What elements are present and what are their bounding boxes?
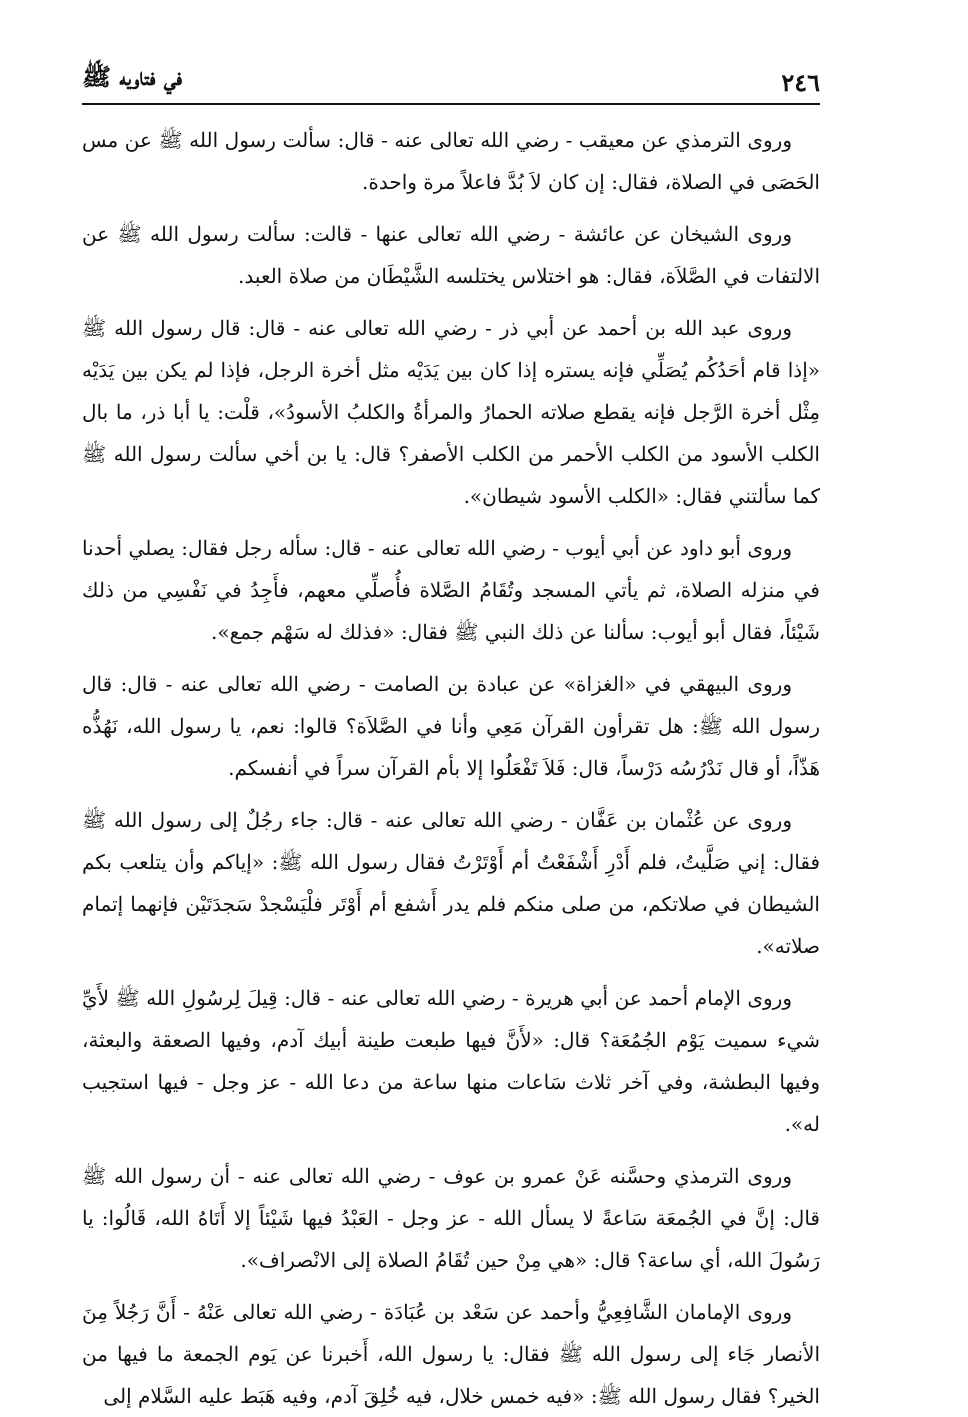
paragraph-8: وروى الترمذي وحسَّنه عَنْ عمرو بن عوف - رضي الله تعالى عنه - أن رسول الله ﷺ قال: إنَّ في الجُمعَة سَاعةً لا يسأل الله - عز وجل - العَبْدُ فيها شَيْئاً إلا أَتَاهُ الله، قَالُوا: يا رَسُولَ الله، أي ساعة؟ قال: «هي مِنْ حين تُقَامُ الصلاة إلى الانْصراف». [82,1164,820,1272]
paragraph-9: وروى الإمامان الشَّافِعِيُّ وأحمد عن سَعْد بن عُبَادَة - رضي الله تعالى عَنْهُ - أَنَّ رَجُلاً مِنَ الأنصار جَاء إلى رسول الله ﷺ فقال: يا رسول الله، أَخبرنا عن يَوم الجمعة ما فيها من الخير؟ فقال رسول الله ﷺ: «فيه خمس خلال، فيه خُلِقَ آدم، وفيه هَبَط عليه السَّلام إلى [82,1300,820,1408]
paragraph-3: وروى عبد الله بن أحمد عن أبي ذر - رضي الله تعالى عنه - قال: قال رسول الله ﷺ «إذا قام أحَدُكُم يُصَلِّي فإنه يستره إذا كان بين يَدَيْه مثل أخرة الرجل، فإذا لم يكن بين يَدَيْه مِثْل أخرة الرَّجل فإنه يقطع صلاته الحمارُ والمرأةُ والكلبُ الأسودُ»، قلْت: يا أبا ذر، ما بال الكلب الأسود من الكلب الأحمر من الكلب الأصفر؟ قال: يا بن أخي سألت رسول الله ﷺ كما سألتني فقال: «الكلب الأسود شيطان». [82,316,820,508]
paragraph-6: وروى عن عُثْمان بن عَفَّان - رضي الله تعالى عنه - قال: جاء رجُلٌ إلى رسول الله ﷺ فقال: إني صَلَّيتُ، فلم أَدْرِ أَشْفَعْتُ أم أَوْتَرْتُ فقال رسول الله ﷺ: «إياكم وأن يتلعب بكم الشيطان في صلاتكم، من صلى منكم فلم يدر أَشفع أم أَوْتَر فلْيَسْجدْ سَجدَتَيْن فإنهما إتمام صلاته». [82,808,821,958]
page-number: ٢٤٦ [781,68,820,97]
paragraph-1: وروى الترمذي عن معيقب - رضي الله تعالى عنه - قال: سألت رسول الله ﷺ عن مس الحَصَى في الصلاة، فقال: إن كان لاَ بُدَّ فاعلاً مرة واحدة. [82,128,820,194]
running-title: في فتاويه ﷺ [82,62,182,91]
page-body [82,119,820,1417]
paragraph-4: وروى أبو داود عن أبي أيوب - رضي الله تعالى عنه - قال: سأله رجل فقال: يصلي أحدنا في منزله الصلاة، ثم يأتي المسجد وتُقَامُ الصَّلاة فأُصلِّي معهم، فأَجِدُ في نَفْسِي من ذلك شَيْئاً، فقال أبو أيوب: سألنا عن ذلك النبي ﷺ فقال: «فذلك له سَهْم جمع». [82,536,820,644]
page-header [82,62,820,103]
paragraph-2: وروى الشيخان عن عائشة - رضي الله تعالى عنها - قالت: سألت رسول الله ﷺ عن الالتفات في الصَّلاَة، فقال: هو اختلاس يختلسه الشَّيْطَان من صلاة العبد. [82,222,820,288]
paragraph-7: وروى الإمام أحمد عن أبي هريرة - رضي الله تعالى عنه - قال: قِيلَ لِرسُولِ الله ﷺ لأَيِّ شيء سميت يَوْم الجُمُعَة؟ قال: «لأَنَّ فيها طبعت طينة أبيك آدم، وفيها الصعقة والبعثة، وفيها البطشة، وفي آخر ثلاث سَاعات منها ساعة من دعا الله - عز وجل - فيها استجيب له». [82,986,820,1136]
header-rule [82,103,820,105]
paragraph-5: وروى البيهقي في «الغزاة» عن عبادة بن الصامت - رضي الله تعالى عنه - قال: قال رسول الله ﷺ: هل تقرأون القرآن مَعِي وأنا في الصَّلاَة؟ قالوا: نعم، يا رسول الله، نَهُذُّه هَذّاً، أو قال نَدْرُسُه دَرْساً، قال: فَلاَ تَفْعَلُوا إلا بأم القرآن سراً في أنفسكم. [82,672,820,780]
